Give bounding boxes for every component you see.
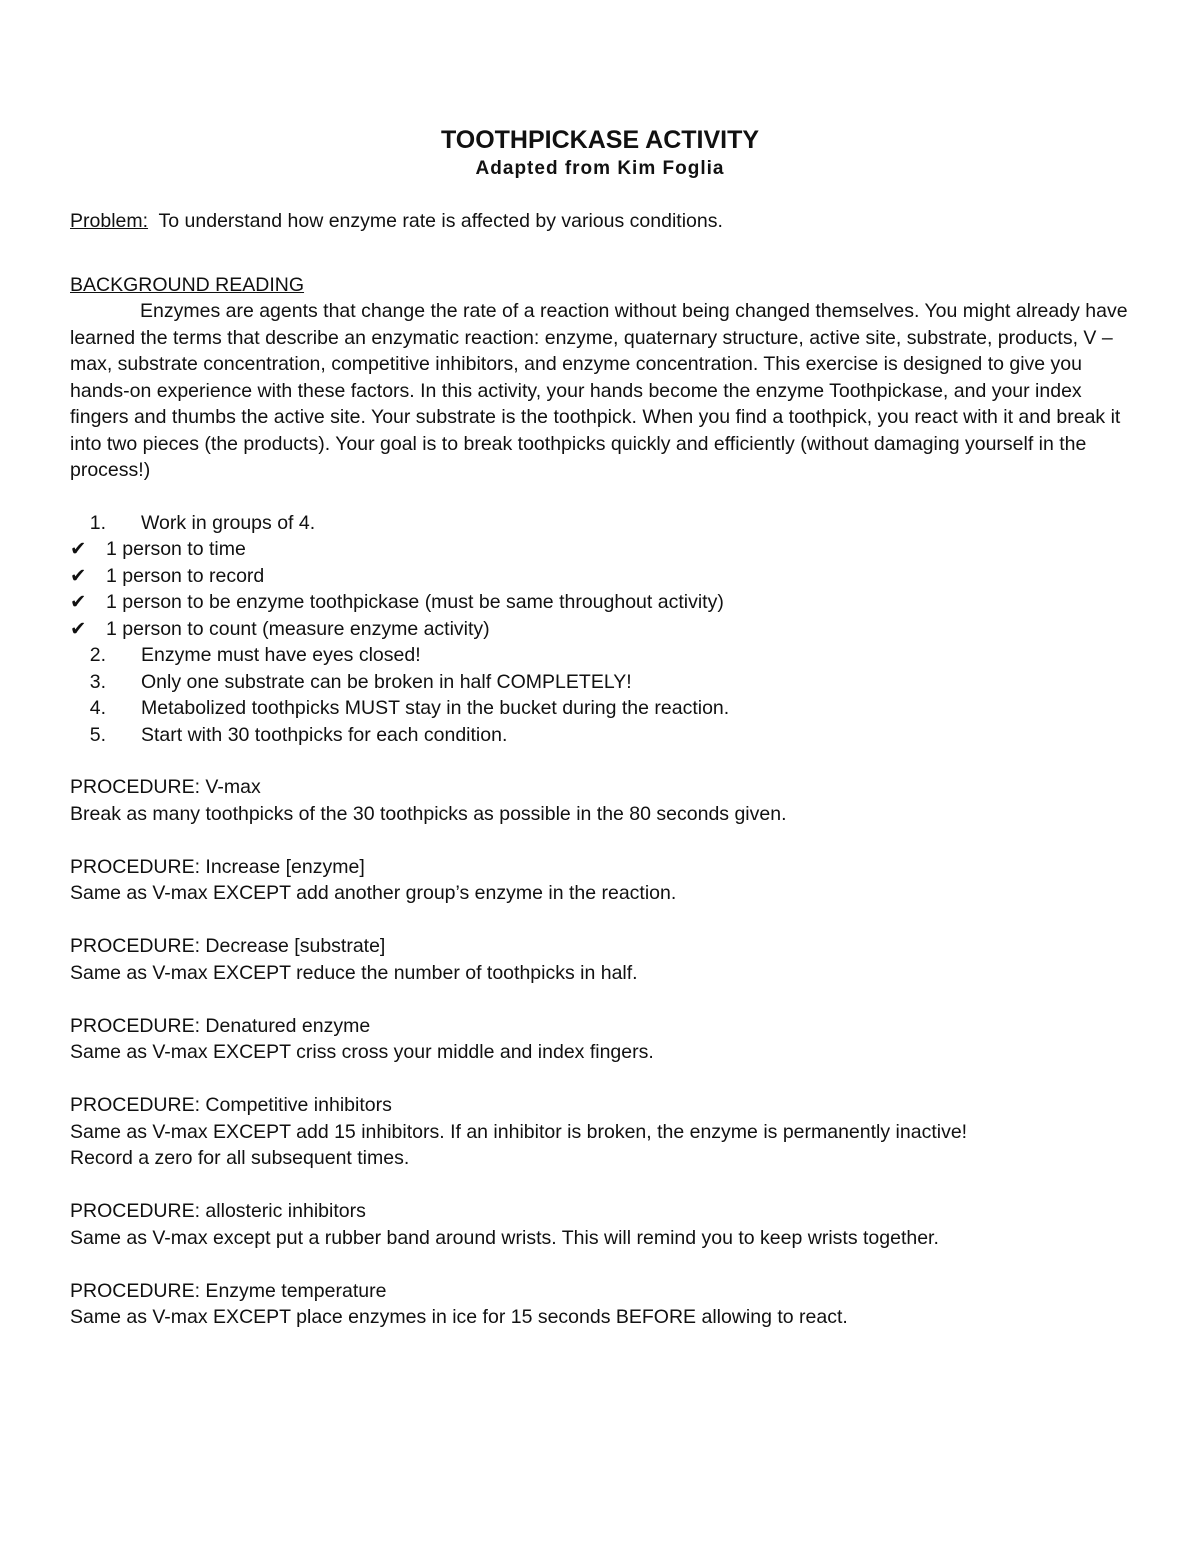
rule-text: Work in groups of 4.	[141, 511, 316, 534]
checkmark-icon: ✔	[70, 591, 87, 613]
checkmark-icon: ✔	[70, 564, 87, 587]
rule-item	[70, 722, 1130, 749]
procedure-text: Same as V-max EXCEPT place enzymes in ice for 15 seconds BEFORE allowing to react.	[70, 1306, 848, 1328]
procedure-allosteric-inhibitors	[70, 1198, 1130, 1251]
role-item	[70, 563, 1130, 590]
rules-list	[70, 510, 1130, 749]
procedure-heading: PROCEDURE: allosteric inhibitors	[70, 1200, 366, 1222]
procedure-heading: PROCEDURE: Denatured enzyme	[70, 1014, 371, 1037]
role-text: 1 person to record	[106, 564, 265, 587]
role-item	[70, 536, 1130, 563]
rule-item	[70, 669, 1130, 696]
rule-number: 2.	[89, 644, 106, 666]
document-subtitle: Adapted from Kim Foglia	[475, 158, 725, 179]
procedure-vmax	[70, 774, 1130, 827]
procedure-denatured-enzyme	[70, 1013, 1130, 1066]
procedure-heading: PROCEDURE: Enzyme temperature	[70, 1279, 387, 1302]
rule-text: Metabolized toothpicks MUST stay in the bucket during the reaction.	[141, 697, 730, 719]
rule-number: 4.	[89, 697, 106, 719]
problem-statement	[70, 208, 1130, 235]
document-title: TOOTHPICKASE ACTIVITY	[440, 126, 760, 154]
procedure-text: Same as V-max except put a rubber band around wrists. This will remind you to keep wrists together.	[70, 1226, 939, 1249]
rule-number: 1.	[89, 511, 106, 534]
role-text: 1 person to be enzyme toothpickase (must be same throughout activity)	[106, 591, 724, 613]
rule-item	[70, 642, 1130, 669]
procedure-competitive-inhibitors	[70, 1092, 1130, 1172]
rule-number: 5.	[89, 723, 106, 746]
procedure-text: Same as V-max EXCEPT criss cross your middle and index fingers.	[70, 1041, 654, 1063]
procedure-enzyme-temperature	[70, 1278, 1130, 1331]
role-item	[70, 616, 1130, 643]
rule-text: Enzyme must have eyes closed!	[141, 644, 421, 666]
background-heading: BACKGROUND READING	[70, 273, 305, 296]
procedure-heading: PROCEDURE: Increase [enzyme]	[70, 855, 365, 878]
role-item	[70, 589, 1130, 616]
role-text: 1 person to time	[106, 538, 246, 560]
procedure-decrease-substrate	[70, 933, 1130, 986]
document-page	[70, 124, 1130, 1357]
procedure-text: Same as V-max EXCEPT add another group’s enzyme in the reaction.	[70, 882, 677, 904]
procedure-text: Same as V-max EXCEPT add 15 inhibitors. If an inhibitor is broken, the enzyme is permanently inactive!	[70, 1120, 968, 1143]
procedure-heading: PROCEDURE: Decrease [substrate]	[70, 935, 386, 957]
procedure-heading: PROCEDURE: Competitive inhibitors	[70, 1094, 392, 1116]
rule-text: Start with 30 toothpicks for each condition.	[141, 723, 508, 746]
problem-label: Problem:	[70, 210, 149, 232]
rule-number: 3.	[89, 670, 106, 693]
rule-text: Only one substrate can be broken in half COMPLETELY!	[141, 670, 632, 693]
role-text: 1 person to count (measure enzyme activity)	[106, 617, 490, 640]
procedure-text: Same as V-max EXCEPT reduce the number of toothpicks in half.	[70, 961, 638, 984]
procedure-text: Break as many toothpicks of the 30 toothpicks as possible in the 80 seconds given.	[70, 802, 787, 825]
procedure-increase-enzyme	[70, 854, 1130, 907]
checkmark-icon: ✔	[70, 617, 87, 640]
rule-item	[70, 695, 1130, 722]
procedure-text: Record a zero for all subsequent times.	[70, 1147, 410, 1169]
background-text: Enzymes are agents that change the rate of a reaction without being changed themselves. You might already have learned the terms that describe an enzymatic reaction: enzyme, quaternary structure, active site, substrate, products, V – max, substrate concentration, competitive inhibitors, and enzyme concentration. This exercise is designed to give you hands-on experience with these factors. In this activity, your hands become the enzyme Toothpickase, and your index fingers and thumbs the active site. Your substrate is the toothpick. When you find a toothpick, you react with it and break it into two pieces (the products). Your goal is to break toothpicks quickly and efficiently (without damaging yourself in the process!)	[70, 300, 1128, 481]
problem-text: To understand how enzyme rate is affected by various conditions.	[158, 210, 723, 232]
procedure-heading: PROCEDURE: V-max	[70, 776, 261, 798]
rule-item	[70, 510, 1130, 537]
checkmark-icon: ✔	[70, 538, 87, 560]
